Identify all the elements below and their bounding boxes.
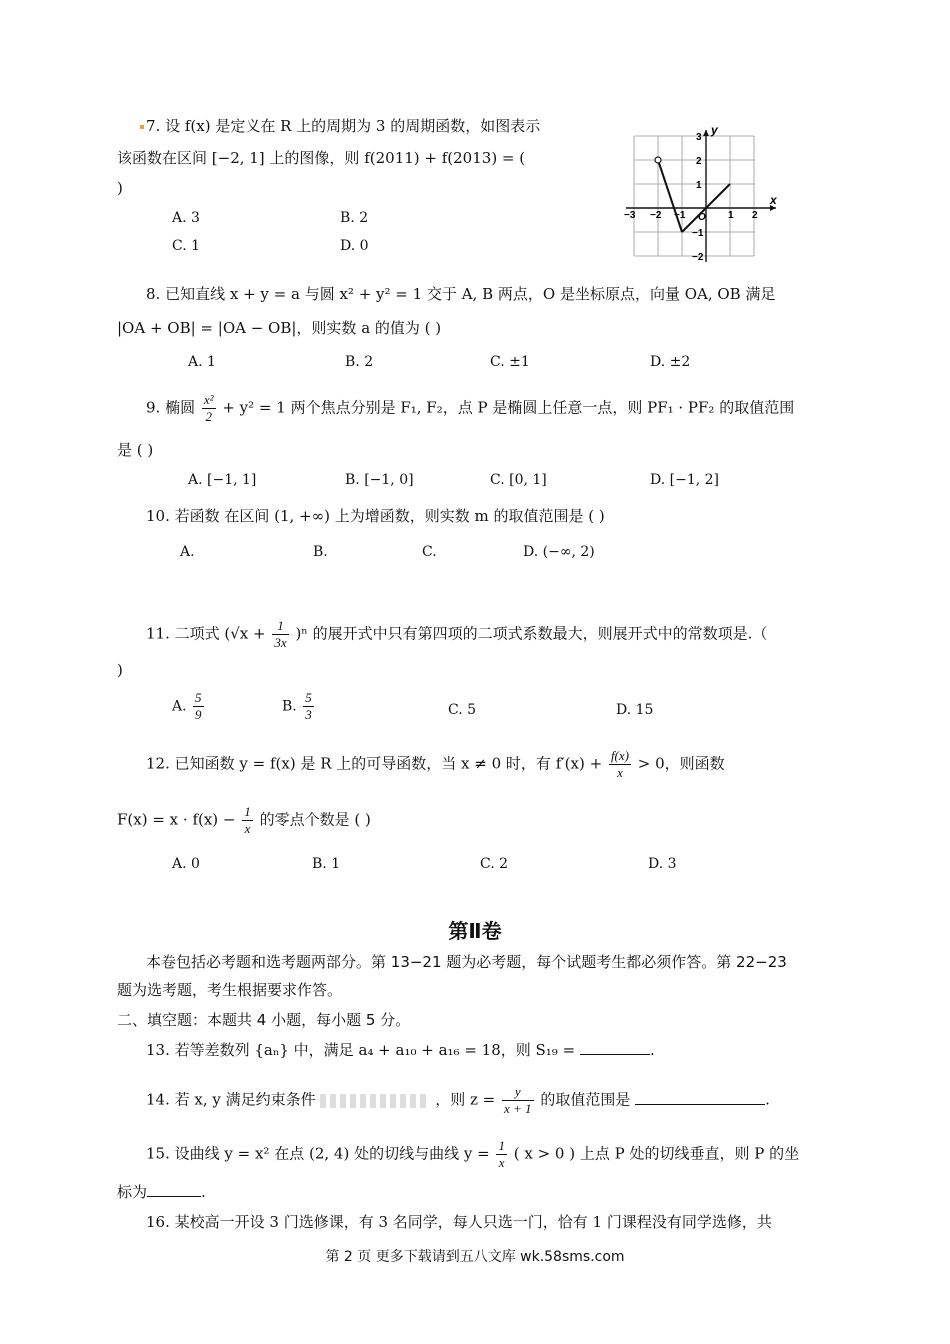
y-tick-label: −2: [692, 252, 704, 263]
y-tick-label: −1: [692, 228, 704, 239]
q10-option-c: C.: [422, 544, 437, 560]
page-footer: 第 2 页 更多下载请到五八文库 wk.58sms.com: [325, 1249, 625, 1265]
x-tick-label: −1: [674, 210, 686, 221]
q7-line3: ): [117, 179, 123, 197]
graph-open-point: [655, 157, 661, 163]
part2-heading: 二、填空题：本题共 4 小题，每小题 5 分。: [117, 1011, 411, 1029]
q11-line2: ): [117, 661, 123, 679]
q12-line2: F(x) = x · f(x) − $\frac{1}{x}$ 的零点个数是 ( ): [117, 804, 371, 836]
q8-line2: |OA + OB| = |OA − OB|，则实数 a 的值为 ( ): [117, 319, 442, 337]
y-tick-label: 1: [696, 180, 702, 191]
q9-option-b: B. [−1, 0]: [345, 472, 414, 488]
q7-line2: 该函数在区间 [−2, 1] 上的图像，则 f(2011) + f(2013) = (: [117, 149, 526, 167]
q14-line: 14. 若 x, y 满足约束条件 ，则 z = $\frac{y}{x + 1}$ 的取值范围是 .: [146, 1084, 770, 1116]
q13-line: 13. 若等差数列 {aₙ} 中，满足 a₄ + a₁₀ + a₁₆ = 18，则 S₁₉ = .: [146, 1041, 655, 1059]
q8-line1: 8. 已知直线 x + y = a 与圆 x² + y² = 1 交于 A, B 两点，O 是坐标原点，向量 OA, OB 满足: [146, 285, 776, 303]
q14-answer-blank[interactable]: [635, 1090, 765, 1105]
q15-line2: 标为 .: [117, 1183, 206, 1201]
q9-fraction: $\frac{\text{x²}}{2}$: [203, 392, 214, 424]
intro-line2: 题为选考题，考生根据要求作答。: [117, 981, 343, 999]
q15-fraction: $\frac{1}{x}$: [498, 1138, 505, 1170]
q8-option-c: C. ±1: [490, 354, 530, 370]
q12-option-b: B. 1: [312, 856, 341, 872]
q10-option-d: D. (−∞, 2): [523, 544, 595, 560]
section-title: 第Ⅱ卷: [448, 919, 502, 943]
origin-label: O: [698, 212, 706, 223]
q15-answer-blank[interactable]: [147, 1182, 201, 1197]
q7-option-c: C. 1: [172, 238, 201, 254]
x-tick-label: 2: [752, 210, 758, 221]
q12-option-a: A. 0: [172, 856, 200, 872]
q8-option-b: B. 2: [345, 354, 374, 370]
x-axis-label: x: [770, 193, 777, 207]
q10-line1: 10. 若函数 在区间 (1, +∞) 上为增函数，则实数 m 的取值范围是 ( ): [146, 507, 605, 525]
q8-option-d: D. ±2: [650, 354, 691, 370]
graph-axes: [626, 130, 776, 262]
q10-option-b: B.: [313, 544, 328, 560]
q8-option-a: A. 1: [188, 354, 216, 370]
q15-line1: 15. 设曲线 y = x² 在点 (2, 4) 处的切线与曲线 y = $\frac{1}{x}$ ( x > 0 ) 上点 P 处的切线垂直，则 P 的坐: [146, 1138, 800, 1170]
q11-line1: 11. 二项式 (√x + $\frac{1}{3x}$ )ⁿ 的展开式中只有第四项的二项式系数最大，则展开式中的常数项是.（: [146, 618, 768, 650]
graph-segment: [706, 184, 730, 208]
q7-option-a: A. 3: [172, 210, 200, 226]
q9-option-a: A. [−1, 1]: [188, 472, 257, 488]
y-axis-arrow: [703, 130, 709, 136]
q7-function-graph: [618, 122, 788, 270]
q9-option-c: C. [0, 1]: [490, 472, 547, 488]
x-tick-label: 1: [728, 210, 734, 221]
y-tick-label: 2: [696, 156, 702, 167]
q9-option-d: D. [−1, 2]: [650, 472, 719, 488]
q12-line1: 12. 已知函数 y = f(x) 是 R 上的可导函数，当 x ≠ 0 时，有 f′(x) + $\frac{f(x)}{x}$ > 0，则函数: [146, 748, 725, 780]
graph-segment: [658, 160, 682, 232]
q14-fraction: $\frac{y}{x + 1}$: [504, 1084, 532, 1116]
x-tick-label: −3: [624, 210, 636, 221]
q12-option-d: D. 3: [648, 856, 677, 872]
q9-line2: 是 ( ): [117, 441, 154, 459]
q11-option-c: C. 5: [448, 702, 477, 718]
q7-line1: 7. 设 f(x) 是定义在 R 上的周期为 3 的周期函数，如图表示: [138, 116, 540, 136]
q13-answer-blank[interactable]: [580, 1040, 650, 1055]
q12-option-c: C. 2: [480, 856, 509, 872]
graph-curve: [655, 157, 730, 232]
y-axis-label: y: [711, 123, 718, 137]
q7-option-d: D. 0: [340, 238, 369, 254]
y-tick-label: 3: [696, 132, 702, 143]
q10-option-a: A.: [180, 544, 195, 560]
q7-option-b: B. 2: [340, 210, 369, 226]
q11-option-a: A. $\frac{5}{9}$: [172, 690, 202, 722]
q11-fraction: $\frac{1}{3x}$: [274, 618, 287, 650]
q14-constraint-image: [320, 1094, 430, 1108]
q11-option-d: D. 15: [616, 702, 654, 718]
x-tick-label: −2: [650, 210, 662, 221]
q9-line1: 9. 椭圆 $\frac{\text{x²}}{2}$ + y² = 1 两个焦点分别是 F₁, F₂，点 P 是椭圆上任意一点，则 PF₁ · PF₂ 的取值范围: [146, 392, 795, 424]
intro-line1: 本卷包括必考题和选考题两部分。第 13−21 题为必考题，每个试题考生都必须作答。第 22−23: [146, 953, 787, 971]
q16-line1: 16. 某校高一开设 3 门选修课，有 3 名同学，每人只选一门，恰有 1 门课程没有同学选修，共: [146, 1213, 772, 1231]
q12-fraction: $\frac{f(x)}{x}$: [610, 748, 629, 780]
q11-option-b: B. $\frac{5}{3}$: [282, 690, 312, 722]
